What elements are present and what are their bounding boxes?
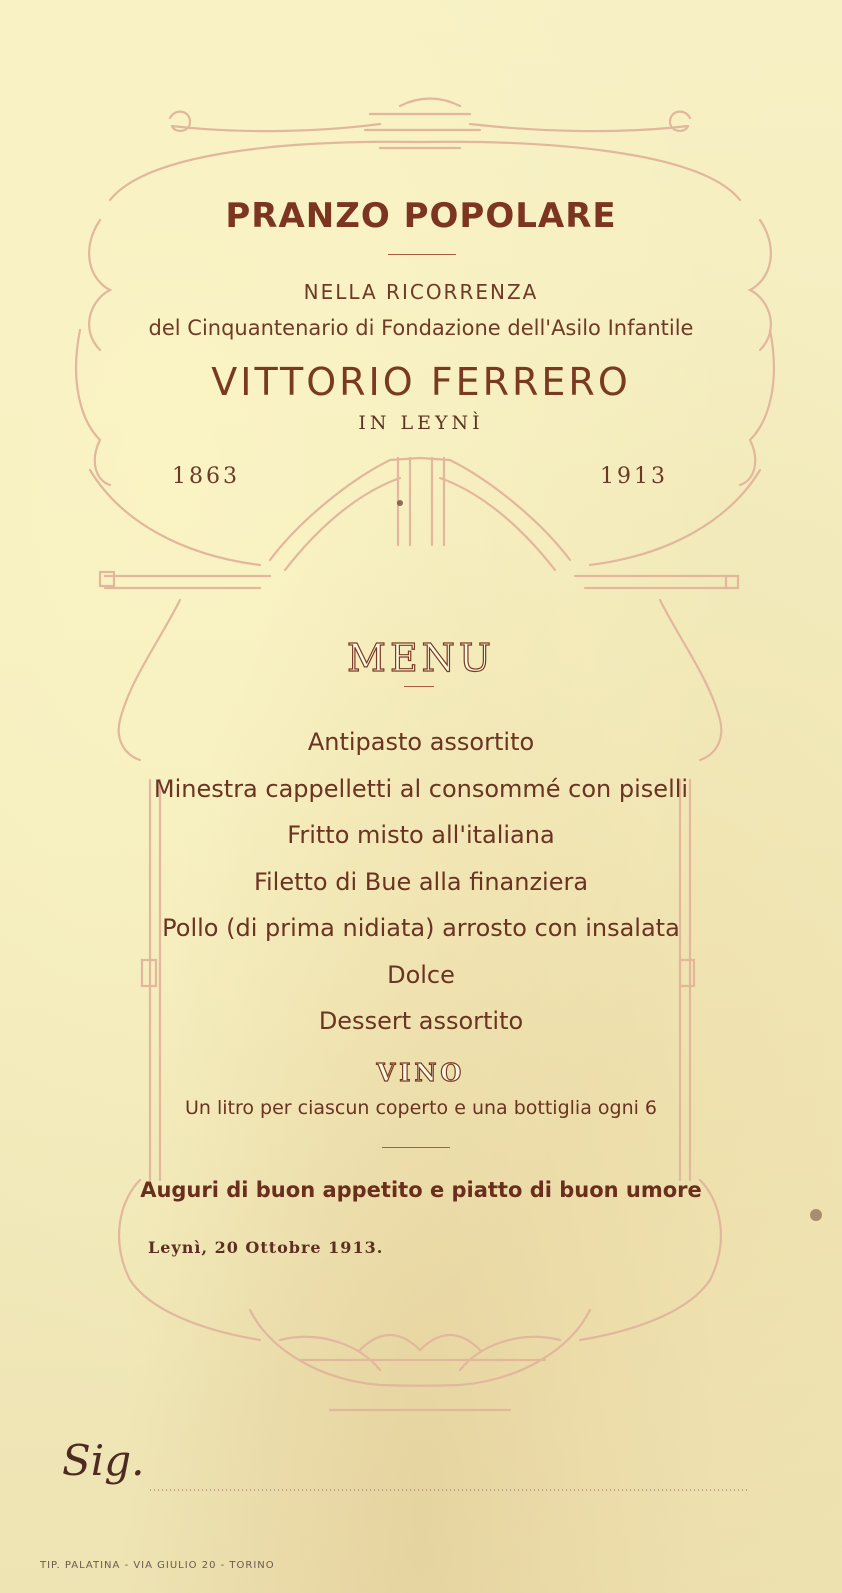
dish-item: Pollo (di prima nidiata) arrosto con insalata — [162, 914, 680, 942]
dish-item: Minestra cappelletti al consommé con piselli — [153, 775, 689, 803]
wine-heading: VINO — [376, 1058, 466, 1087]
occasion-line: NELLA RICORRENZA — [303, 280, 539, 304]
signature-label: Sig. — [62, 1436, 145, 1485]
year-start: 1863 — [172, 464, 240, 489]
menu-divider — [404, 686, 434, 687]
closing-divider — [382, 1147, 450, 1148]
event-date: Leynì, 20 Ottobre 1913. — [148, 1238, 384, 1257]
menu-title: PRANZO POPOLARE — [225, 196, 617, 236]
wine-note: Un litro per ciascun coperto e una bottiglia ogni 6 — [184, 1097, 658, 1119]
dish-item: Filetto di Bue alla finanziera — [253, 868, 589, 896]
closing-wish: Auguri di buon appetito e piatto di buon umore — [140, 1178, 702, 1202]
place-name: IN LEYNÌ — [358, 412, 484, 434]
dish-item: Dessert assortito — [318, 1007, 524, 1035]
printer-credit: TIP. PALATINA - VIA GIULIO 20 - TORINO — [40, 1560, 275, 1571]
dish-item: Antipasto assortito — [307, 728, 535, 756]
title-divider — [388, 254, 456, 255]
menu-heading: MENU — [347, 636, 495, 680]
dish-item: Dolce — [387, 961, 455, 989]
institution-name: VITTORIO FERRERO — [211, 360, 631, 404]
year-end: 1913 — [600, 464, 668, 489]
anniversary-subtitle: del Cinquantenario di Fondazione dell'Asilo Infantile — [148, 316, 694, 340]
dish-item: Fritto misto all'italiana — [287, 821, 555, 849]
